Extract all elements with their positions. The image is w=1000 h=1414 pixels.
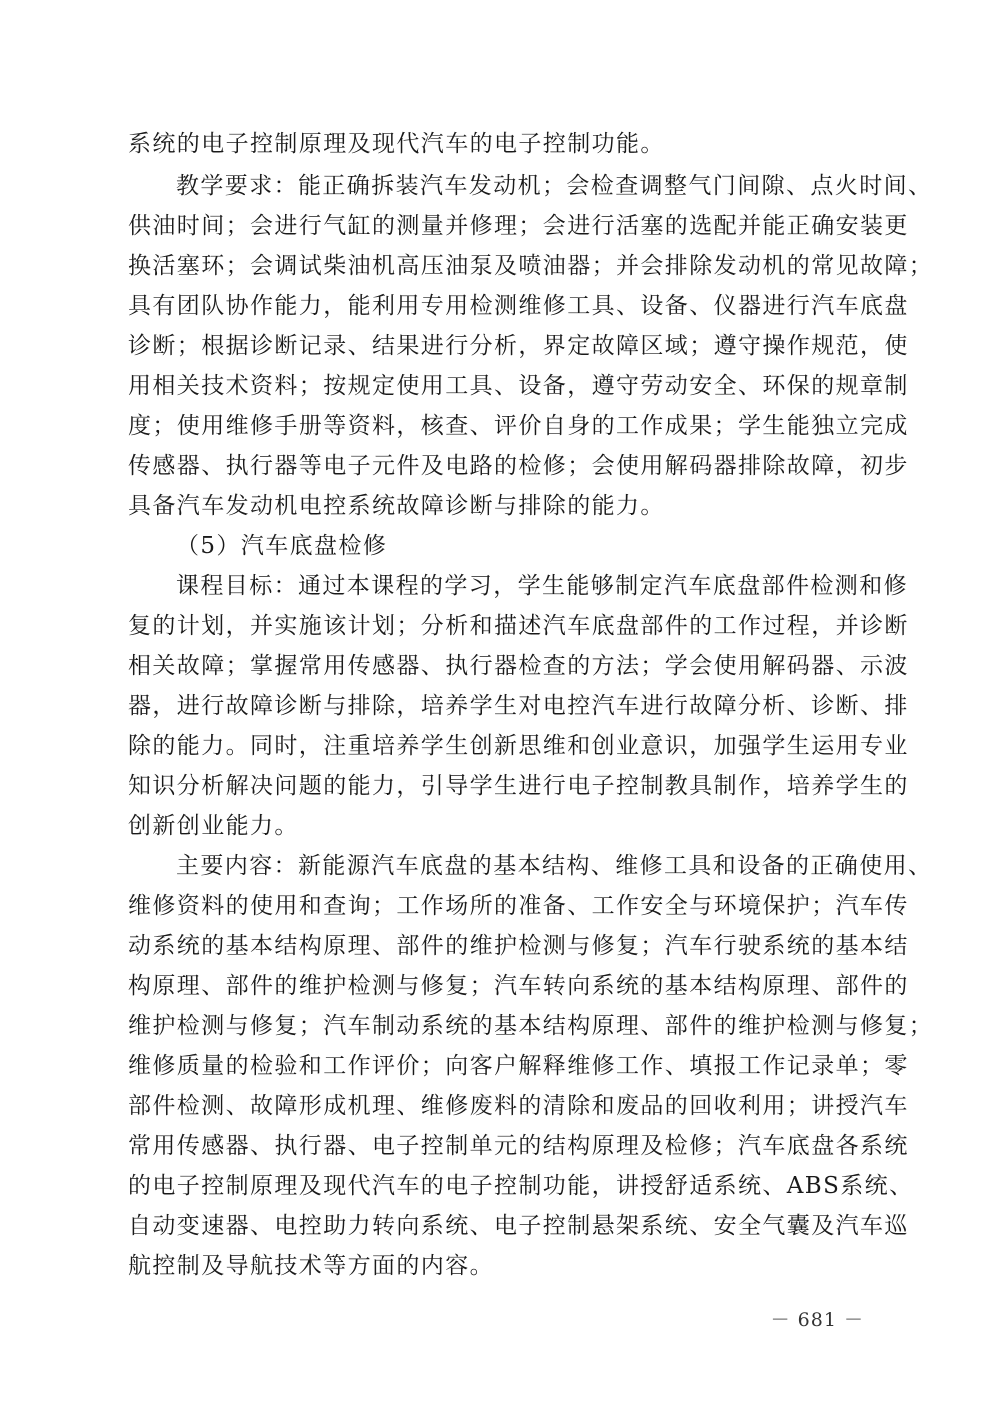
paragraph-line: 主要内容：新能源汽车底盘的基本结构、维修工具和设备的正确使用、 [176, 853, 933, 879]
paragraph-line: 课程目标：通过本课程的学习，学生能够制定汽车底盘部件检测和修 [176, 573, 908, 599]
paragraph-line: 器，进行故障诊断与排除，培养学生对电控汽车进行故障分析、诊断、排 [128, 693, 909, 719]
paragraph-line: 的电子控制原理及现代汽车的电子控制功能，讲授舒适系统、ABS系统、 [128, 1173, 914, 1199]
paragraph-line: 教学要求：能正确拆装汽车发动机；会检查调整气门间隙、点火时间、 [176, 173, 933, 199]
paragraph-line: 航控制及导航技术等方面的内容。 [128, 1253, 494, 1279]
paragraph-line: 换活塞环；会调试柴油机高压油泵及喷油器；并会排除发动机的常见故障； [128, 253, 934, 279]
paragraph-line: 传感器、执行器等电子元件及电路的检修；会使用解码器排除故障，初步 [128, 453, 909, 479]
paragraph-line: 创新创业能力。 [128, 813, 299, 839]
paragraph-line: 具备汽车发动机电控系统故障诊断与排除的能力。 [128, 493, 665, 519]
paragraph-line: 知识分析解决问题的能力，引导学生进行电子控制教具制作，培养学生的 [128, 773, 909, 799]
paragraph-line: 复的计划，并实施该计划；分析和描述汽车底盘部件的工作过程，并诊断 [128, 613, 909, 639]
paragraph-line: 供油时间；会进行气缸的测量并修理；会进行活塞的选配并能正确安装更 [128, 213, 909, 239]
page-number: － 681 － [770, 1309, 864, 1331]
paragraph-line: 常用传感器、执行器、电子控制单元的结构原理及检修；汽车底盘各系统 [128, 1133, 909, 1159]
paragraph-line: 动系统的基本结构原理、部件的维护检测与修复；汽车行驶系统的基本结 [128, 933, 909, 959]
paragraph-line: 诊断；根据诊断记录、结果进行分析，界定故障区域；遵守操作规范，使 [128, 333, 909, 359]
paragraph-line: 除的能力。同时，注重培养学生创新思维和创业意识，加强学生运用专业 [128, 733, 909, 759]
paragraph-line: 构原理、部件的维护检测与修复；汽车转向系统的基本结构原理、部件的 [128, 973, 909, 999]
paragraph-line: 度；使用维修手册等资料，核查、评价自身的工作成果；学生能独立完成 [128, 413, 909, 439]
paragraph-line: 具有团队协作能力，能利用专用检测维修工具、设备、仪器进行汽车底盘 [128, 293, 909, 319]
paragraph-line: 维修资料的使用和查询；工作场所的准备、工作安全与环境保护；汽车传 [128, 893, 909, 919]
paragraph-line: 维修质量的检验和工作评价；向客户解释维修工作、填报工作记录单；零 [128, 1053, 909, 1079]
paragraph-line: 维护检测与修复；汽车制动系统的基本结构原理、部件的维护检测与修复； [128, 1013, 934, 1039]
section-heading: （5）汽车底盘检修 [176, 533, 388, 559]
paragraph-line: 系统的电子控制原理及现代汽车的电子控制功能。 [128, 131, 665, 157]
paragraph-line: 自动变速器、电控助力转向系统、电子控制悬架系统、安全气囊及汽车巡 [128, 1213, 909, 1239]
paragraph-line: 用相关技术资料；按规定使用工具、设备，遵守劳动安全、环保的规章制 [128, 373, 909, 399]
paragraph-line: 相关故障；掌握常用传感器、执行器检查的方法；学会使用解码器、示波 [128, 653, 909, 679]
paragraph-line: 部件检测、故障形成机理、维修废料的清除和废品的回收利用；讲授汽车 [128, 1093, 909, 1119]
